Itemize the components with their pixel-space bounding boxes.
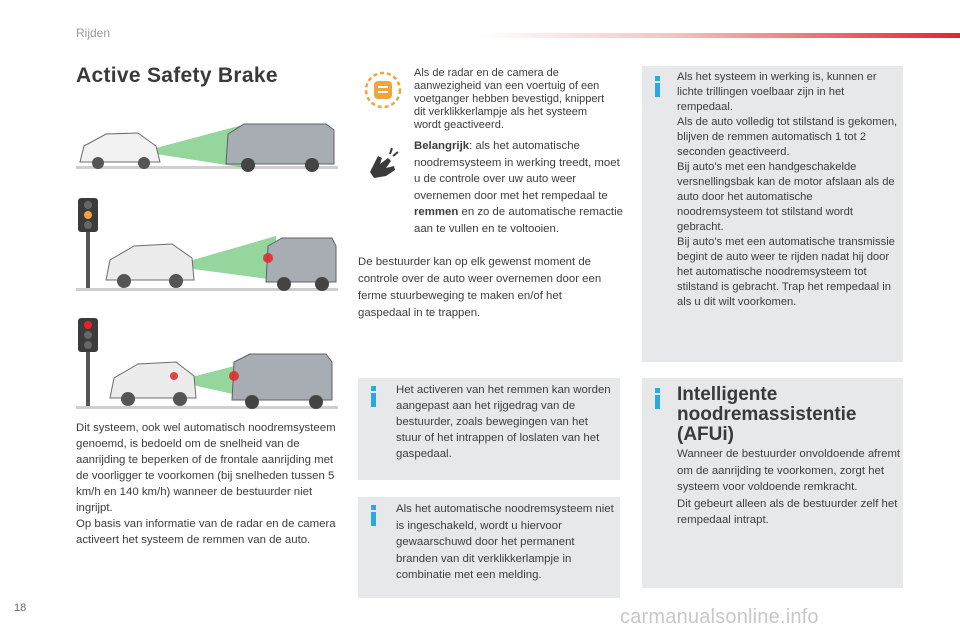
info-box-brake-adjust xyxy=(358,378,620,480)
illustration-traffic-light-brake xyxy=(76,196,338,294)
illustration-car-van xyxy=(76,118,338,180)
traffic-light-icon xyxy=(78,318,98,406)
car-icon xyxy=(110,362,196,406)
important-bold-word: remmen xyxy=(414,206,459,219)
afui-title: Intelligente noodremassistentie (AFUi) xyxy=(677,384,857,445)
important-label: Belangrijk xyxy=(414,140,470,152)
intro-paragraph: Dit systeem, ook wel automatisch noodremsysteem genoemd, is bedoeld om de snelheid van de aanrijding te beperken of de frontale aanrijding met de voorligger te voorkomen (bij snelheden tussen 5 km/h en 140 km/h) wanneer de bestuurder niet ingrijpt. Op basis van informatie van de radar en de camera activeert het systeem de remmen van de auto. xyxy=(76,422,336,546)
info-box-text: Als het automatische noodremsysteem niet is ingeschakeld, wordt u hiervoor gewaarschuwd door het permanent branden van dit verklikkerlampje in combinatie met een melding. xyxy=(396,503,614,581)
car-icon xyxy=(80,133,160,169)
radar-beam xyxy=(186,236,276,280)
info-box-text: Het activeren van het remmen kan worden aangepast aan het rijgedrag van de bestuurder, zoals bewegingen van het stuur of het intrappen of loslaten van het gaspedaal. xyxy=(396,384,611,460)
driver-control-paragraph: De bestuurder kan op elk gewenst moment de controle over de auto weer overnemen door een ferme stuurbeweging te maken en/of het gaspedaal in te trappen. xyxy=(358,256,602,319)
illustration-traffic-light-stop xyxy=(76,316,338,412)
van-icon xyxy=(226,124,334,172)
car-icon xyxy=(106,244,194,288)
ground-pattern xyxy=(76,166,338,169)
van-icon xyxy=(229,354,332,409)
info-box-text: Als het systeem in werking is, kunnen er lichte trillingen voelbaar zijn in het rempedaal. Als de auto volledig tot stilstand is gekomen, blijven de remmen automatisch 1 tot 2 seconden geactiveerd. Bij auto's met een handgeschakelde versnellingsbak kan de motor afslaan als de auto door het automatische noodremsysteem tot stilstand wordt gebracht. Bij auto's met een automatische transmissie begint de auto weer te rijden nadat hij door het automatische noodremsysteem tot stilstand is gebracht. Trap het rempedaal in als u dit wilt voorkomen. xyxy=(677,71,898,308)
info-icon xyxy=(368,386,379,407)
brake-warning-lamp-icon xyxy=(363,70,403,110)
pressing-hand-icon xyxy=(364,144,402,182)
info-icon xyxy=(652,76,663,97)
important-text-a: : als het automatische noodremsysteem in werking treedt, moet u de controle over uw auto weer overnemen door met het rempedaal te xyxy=(414,140,620,202)
page-title: Active Safety Brake xyxy=(76,64,278,87)
afui-text: Wanneer de bestuurder onvoldoende afremt om de aanrijding te voorkomen, zorgt het systeem voor voldoende remkracht. Dit gebeurt alleen als de bestuurder zelf het rempedaal intrapt. xyxy=(677,448,901,526)
page-number: 18 xyxy=(14,602,27,614)
important-note xyxy=(414,138,624,238)
traffic-light-icon xyxy=(78,198,98,288)
van-icon xyxy=(263,238,336,291)
watermark: carmanualsonline.info xyxy=(620,606,819,628)
info-icon xyxy=(368,505,379,526)
info-box-system-active xyxy=(642,66,903,362)
section-label: Rijden xyxy=(76,26,111,40)
important-text-b: en zo de automatische remactie aan te vullen en te voltooien. xyxy=(414,206,623,235)
warning-lamp-text: Als de radar en de camera de aanwezigheid van een voertuig of een voetganger hebben bevestigd, knippert dit verklikkerlampje als het systeem wordt geactiveerd. xyxy=(414,67,605,131)
info-box-afui xyxy=(642,378,903,588)
info-box-not-enabled xyxy=(358,497,620,598)
header-accent-bar xyxy=(480,33,960,38)
info-icon xyxy=(652,388,663,409)
